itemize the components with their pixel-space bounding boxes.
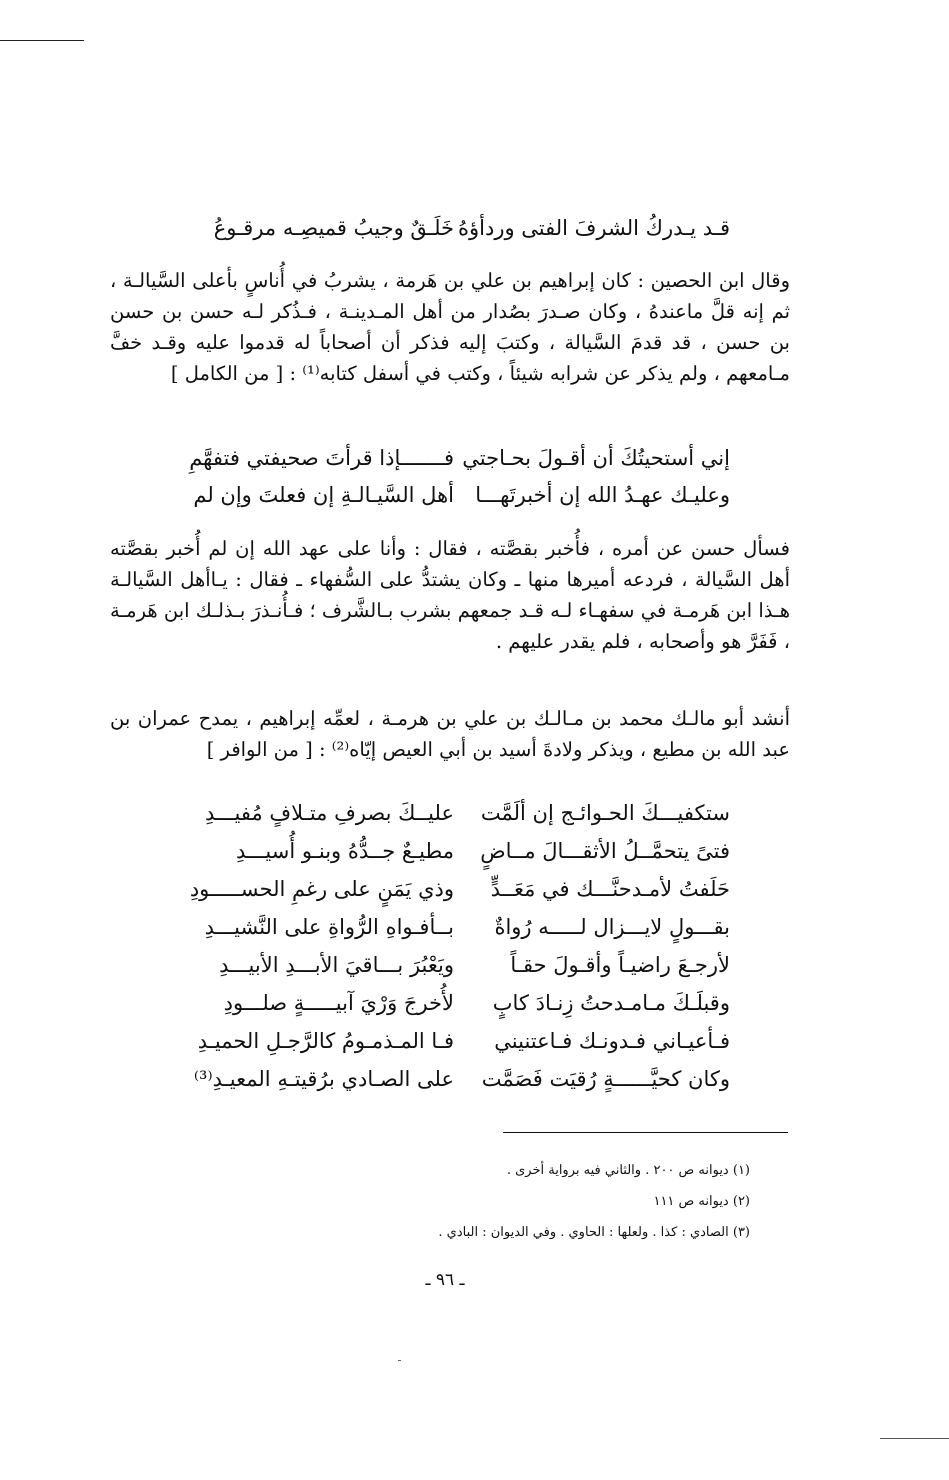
scan-speck xyxy=(398,1360,401,1361)
poem2-verse xyxy=(140,1023,800,1059)
verse-top xyxy=(140,210,800,246)
hemistich-left: مطيـعٌ جــدُّهُ وبنـو أُسيـــدِ xyxy=(235,839,454,863)
hemistich-right: وعليـك عهـدُ الله إن أخبرتَهـــا xyxy=(475,483,730,507)
footnote: (٣) الصادي : كذا . ولعلها : الحاوي . وفي الديوان : البادي . xyxy=(438,1225,750,1240)
hemistich-right: فتىً يتحمَّــلُ الأثقـــالَ مــاضٍ xyxy=(480,839,730,863)
hemistich-left: ويَعْبُرَ بـــاقيَ الأبـــدِ الأبيـــدِ xyxy=(219,953,454,977)
footer-rule xyxy=(880,1438,949,1439)
poem2-verse xyxy=(140,947,800,983)
poem2-verse xyxy=(140,833,800,869)
paragraph-abu-malik: أنشد أبو مالـك محمد بن مـالـك بن علي بن هرمـة ، لعمِّه إبراهيم ، يمدح عمران بن عبد الله بن مطيع ، ويذكر ولادةَ أسيد بن أبي العيص إيّاه⁽²⁾ : [ من الوافر ] xyxy=(110,707,790,761)
footnote-separator xyxy=(503,1132,788,1133)
page-number: ـ ٩٦ ـ xyxy=(425,1270,465,1290)
hemistich-left: لأُخرجَ وَرْيَ آبيـــــةٍ صلـــودِ xyxy=(223,991,454,1015)
hemistich-left: فـــــــإذا قرأتَ صحيفتي فتفهَّمِ xyxy=(189,446,454,470)
poem1-verse xyxy=(140,440,800,476)
paragraph-ibn-alhusayn: وقال ابن الحصين : كان إبراهيم بن علي بن هَرمة ، يشربُ في أُناسٍ بأعلى السَّيالـة ، ثم إنه قلَّ ماعندهُ ، وكان صـدرَ بصُدار من أهل المـدينـة ، فـذُكر لـه حسن بن حسن بن حسن ، قد قدمَ السَّيالة ، وكتبَ إليه فذكر أن أصحاباً له قدموا عليه وقـد خفَّ مـامعهم ، ولم يذكر عن شرابه شيئاً ، وكتب في أسفل كتابه⁽¹⁾ : [ من الكامل ] xyxy=(110,269,790,385)
poem2-verse xyxy=(140,1061,800,1097)
hemistich-left: عليــكَ بصرفِ متـلافٍ مُفيـــدِ xyxy=(205,801,454,825)
hemistich-left: بــأفـواهِ الرُّواةِ على النَّشيـــدِ xyxy=(204,915,454,939)
hemistich-right: ستكفيـــكَ الحـوائـج إن ألَمَّت xyxy=(480,801,730,825)
footnotes xyxy=(400,1155,750,1248)
poem2-verse xyxy=(140,871,800,907)
footnote: (٢) ديوانه ص ١١١ xyxy=(653,1194,750,1209)
hemistich-right: إني أستحيتُكَ أن أقـولَ بحـاجتي xyxy=(462,446,730,470)
hemistich-left: وذي يَمَنٍ على رغمِ الحســـــودِ xyxy=(189,877,454,901)
hemistich-left: فـا المـذمـومُ كالرَّجـلِ الحميـدِ xyxy=(197,1029,454,1053)
hemistich-left: على الصـادي برُقيتـهِ المعيـدِ⁽³⁾ xyxy=(193,1067,454,1091)
header-rule xyxy=(0,40,84,41)
poem1-verse xyxy=(140,477,800,513)
hemistich-left: أهل السَّيـالـةِ إن فعلتَ وإن لم xyxy=(193,483,454,507)
hemistich-right: فـأعيـاني فـدونـك فـاعتنيني xyxy=(494,1029,730,1053)
poem2-verse xyxy=(140,795,800,831)
hemistich-left: خَلَـقٌ وجيبُ قميصِـه مرقـوعُ xyxy=(213,216,454,240)
hemistich-right: وقبلَـكَ مـامـدحتُ زِنـادَ كابٍ xyxy=(492,991,730,1015)
hemistich-right: حَلَفتُ لأمـدحنَّـــك في مَعَــدٍّ xyxy=(490,877,730,901)
poem2-verse xyxy=(140,985,800,1021)
paragraph-hasan: فسأل حسن عن أمره ، فأُخبر بقصَّته ، فقال : وأنا على عهد الله إن لم أُخبر بقصَّته أهل السَّيالة ، فردعه أميرها منها ـ وكان يشتدُّ على السُّفهاء ـ فقال : يـاأهل السَّيالـة هـذا ابن هَرمـة في سفهـاء لـه قـد جمعهم بشرب بـالشَّرف ؛ فـأُنـذرَ بـذلـك ابن هَرمـة ، فَفَرَّ هو وأصحابه ، فلم يقدر عليهم . xyxy=(110,537,790,653)
poem2-verse xyxy=(140,909,800,945)
hemistich-right: وكان كحيَّــــــةٍ رُقيَت فَصَمَّت xyxy=(481,1067,730,1091)
hemistich-right: قـد يـدركُ الشرفَ الفتى وردأؤهُ xyxy=(457,216,730,240)
hemistich-right: لأرجـعَ راضيـاً وأقـولَ حقـاً xyxy=(510,953,730,977)
footnote: (١) ديوانه ص ٢٠٠ . والثاني فيه برواية أخرى . xyxy=(506,1163,750,1178)
hemistich-right: بقـــولٍ لايـــزال لـــــه رُواةٌ xyxy=(494,915,730,939)
